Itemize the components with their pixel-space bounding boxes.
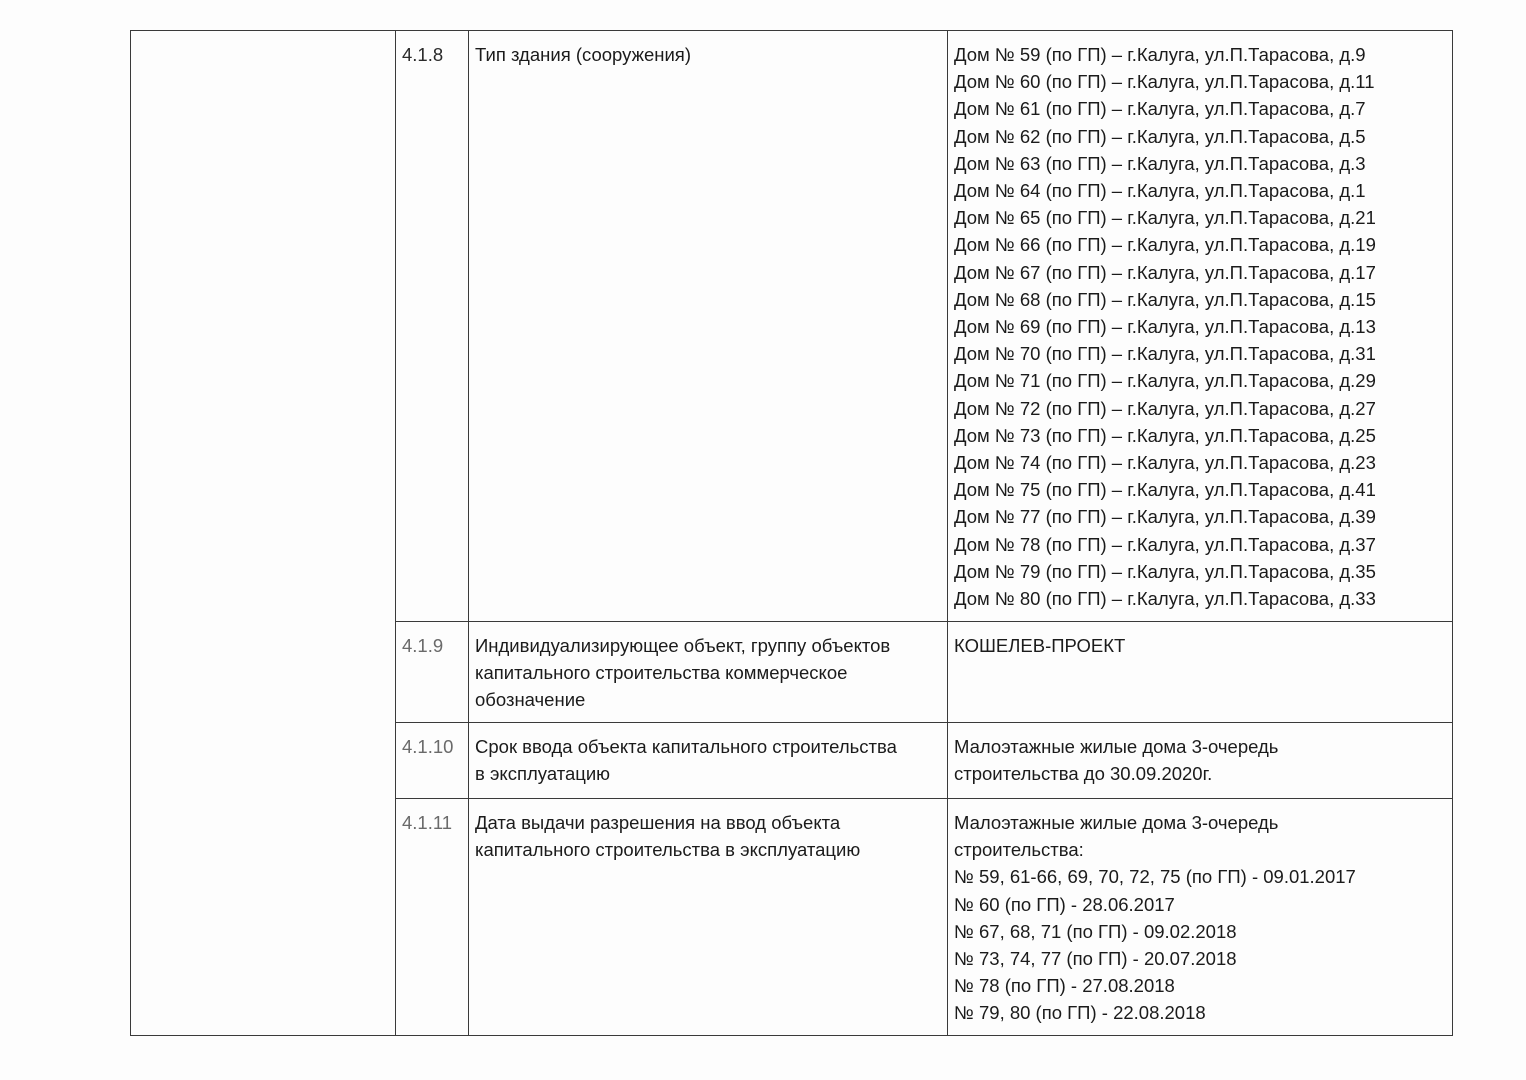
row-number: 4.1.10 (396, 723, 469, 799)
label-line: в эксплуатацию (475, 763, 611, 785)
value-line: Дом № 79 (по ГП) – г.Калуга, ул.П.Тарасова, д.35 (954, 560, 1376, 582)
value-line: № 73, 74, 77 (по ГП) - 20.07.2018 (954, 948, 1237, 970)
value-line: Дом № 72 (по ГП) – г.Калуга, ул.П.Тарасова, д.27 (954, 397, 1376, 419)
value-line: Дом № 71 (по ГП) – г.Калуга, ул.П.Тарасова, д.29 (954, 370, 1376, 392)
row-value (948, 622, 1453, 723)
row-label: Тип здания (сооружения) (469, 31, 948, 622)
label-line: капитального строительства в эксплуатацию (475, 839, 861, 861)
value-line: Дом № 80 (по ГП) – г.Калуга, ул.П.Тарасова, д.33 (954, 588, 1376, 610)
value-line: Дом № 62 (по ГП) – г.Калуга, ул.П.Тарасова, д.5 (954, 125, 1366, 147)
value-line: Дом № 74 (по ГП) – г.Калуга, ул.П.Тарасова, д.23 (954, 452, 1376, 474)
info-table (130, 30, 1453, 1036)
value-line: строительства: (954, 839, 1084, 861)
merged-section-cell (131, 31, 396, 1036)
value-line: № 60 (по ГП) - 28.06.2017 (954, 893, 1175, 915)
label-line: Индивидуализирующее объект, группу объектов (475, 635, 891, 656)
row-value (948, 31, 1453, 622)
row-label (469, 622, 948, 723)
value-line: Малоэтажные жилые дома 3-очередь (954, 736, 1279, 757)
label-line: Дата выдачи разрешения на ввод объекта (475, 812, 841, 833)
value-line: Дом № 63 (по ГП) – г.Калуга, ул.П.Тарасова, д.3 (954, 152, 1366, 174)
value-line: № 67, 68, 71 (по ГП) - 09.02.2018 (954, 920, 1237, 942)
value-line: № 78 (по ГП) - 27.08.2018 (954, 975, 1175, 997)
value-line: Дом № 61 (по ГП) – г.Калуга, ул.П.Тарасова, д.7 (954, 98, 1366, 120)
value-line: Дом № 60 (по ГП) – г.Калуга, ул.П.Тарасова, д.11 (954, 71, 1375, 93)
value-line: Дом № 66 (по ГП) – г.Калуга, ул.П.Тарасова, д.19 (954, 234, 1376, 256)
value-line: Дом № 68 (по ГП) – г.Калуга, ул.П.Тарасова, д.15 (954, 288, 1376, 310)
row-value (948, 723, 1453, 799)
value-line: Дом № 70 (по ГП) – г.Калуга, ул.П.Тарасова, д.31 (954, 343, 1376, 365)
value-line: строительства до 30.09.2020г. (954, 763, 1213, 785)
value-line: № 59, 61-66, 69, 70, 72, 75 (по ГП) - 09.01.2017 (954, 866, 1356, 888)
label-line: Срок ввода объекта капитального строительства (475, 736, 897, 757)
row-value (948, 799, 1453, 1036)
row-number: 4.1.11 (396, 799, 469, 1036)
table-row (131, 31, 1453, 622)
label-line: капитального строительства коммерческое (475, 662, 848, 684)
value-line: КОШЕЛЕВ-ПРОЕКТ (954, 635, 1126, 656)
value-line: Дом № 77 (по ГП) – г.Калуга, ул.П.Тарасова, д.39 (954, 506, 1376, 528)
value-line: Дом № 75 (по ГП) – г.Калуга, ул.П.Тарасова, д.41 (954, 479, 1376, 501)
value-line: Дом № 65 (по ГП) – г.Калуга, ул.П.Тарасова, д.21 (954, 207, 1376, 229)
label-line: обозначение (475, 689, 586, 711)
row-label (469, 799, 948, 1036)
row-number: 4.1.9 (396, 622, 469, 723)
value-line: Дом № 73 (по ГП) – г.Калуга, ул.П.Тарасова, д.25 (954, 424, 1376, 446)
row-number: 4.1.8 (396, 31, 469, 622)
value-line: Дом № 59 (по ГП) – г.Калуга, ул.П.Тарасова, д.9 (954, 44, 1366, 65)
row-label (469, 723, 948, 799)
value-line: Дом № 67 (по ГП) – г.Калуга, ул.П.Тарасова, д.17 (954, 261, 1376, 283)
value-line: № 79, 80 (по ГП) - 22.08.2018 (954, 1002, 1206, 1024)
value-line: Дом № 64 (по ГП) – г.Калуга, ул.П.Тарасова, д.1 (954, 180, 1366, 202)
value-line: Дом № 78 (по ГП) – г.Калуга, ул.П.Тарасова, д.37 (954, 533, 1376, 555)
value-line: Малоэтажные жилые дома 3-очередь (954, 812, 1279, 833)
value-line: Дом № 69 (по ГП) – г.Калуга, ул.П.Тарасова, д.13 (954, 316, 1376, 338)
